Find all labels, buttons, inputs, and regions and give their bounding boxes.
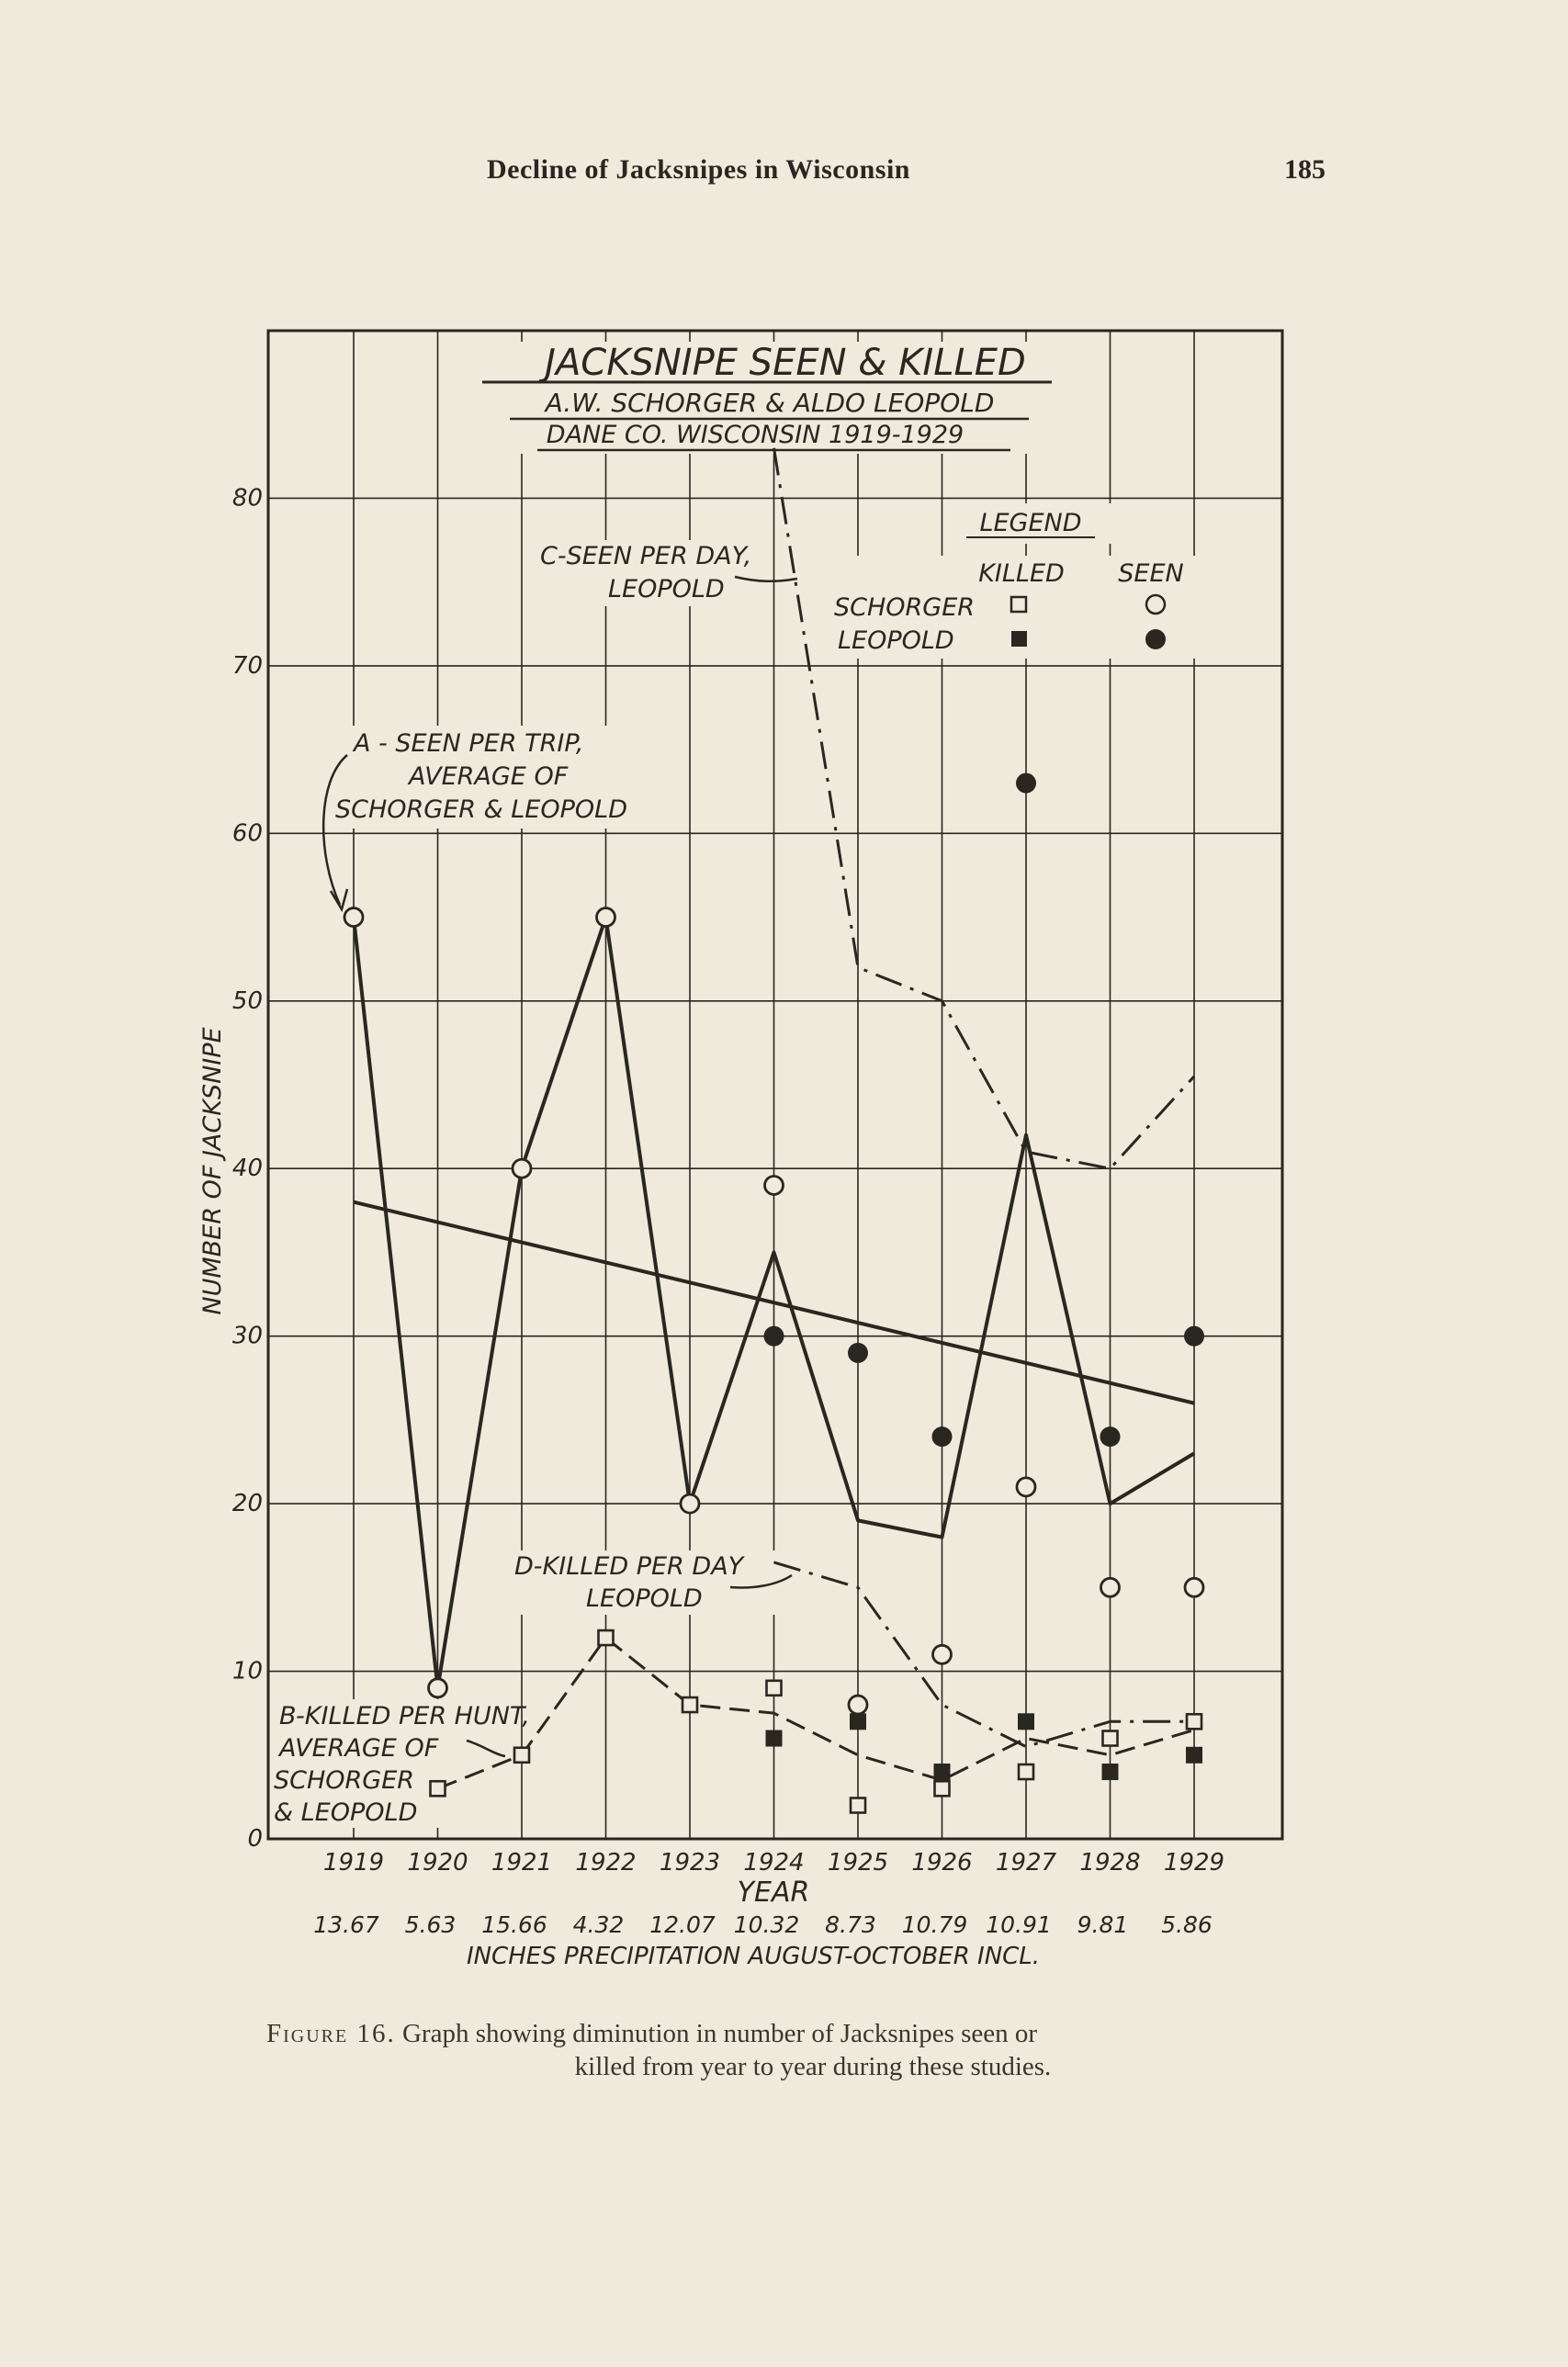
legend-schorger-seen-marker: [1146, 595, 1165, 614]
caption-line2: killed from year to year during these studies.: [574, 2052, 1052, 2081]
precipitation-value: 10.91: [986, 1911, 1052, 1938]
legend-col-killed: KILLED: [978, 559, 1065, 588]
schorger-seen-point: [933, 1645, 952, 1663]
schorger-killed-point: [431, 1781, 446, 1796]
caption-label: Figure 16.: [266, 2019, 396, 2048]
series-d-line: [774, 1562, 1195, 1747]
schorger-seen-point: [429, 1679, 447, 1697]
schorger-killed-point: [599, 1630, 614, 1645]
y-tick-label: 80: [231, 484, 263, 513]
legend-row-leopold: LEOPOLD: [838, 626, 954, 655]
x-tick-label: 1925: [827, 1849, 889, 1877]
annotation-d-line2: LEOPOLD: [586, 1584, 703, 1613]
schorger-killed-point: [1019, 1764, 1033, 1779]
annotation-b-line3: SCHORGER: [274, 1766, 415, 1795]
schorger-killed-point: [1103, 1731, 1118, 1746]
leopold-killed-point: [1018, 1713, 1034, 1730]
leopold-killed-point: [934, 1764, 951, 1780]
chart-subtitle-1: A.W. SCHORGER & ALDO LEOPOLD: [545, 388, 995, 418]
schorger-killed-point: [1187, 1714, 1201, 1729]
leopold-seen-point: [1100, 1426, 1121, 1447]
y-tick-label: 50: [231, 986, 263, 1015]
precipitation-value: 4.32: [572, 1911, 625, 1938]
schorger-killed-point: [935, 1781, 950, 1796]
schorger-seen-point: [1101, 1578, 1120, 1596]
precipitation-value: 13.67: [313, 1911, 379, 1938]
chart-title: JACKSNIPE SEEN & KILLED: [545, 342, 1026, 384]
precipitation-value: 10.32: [733, 1911, 800, 1938]
schorger-seen-point: [765, 1176, 784, 1194]
schorger-seen-point: [849, 1696, 867, 1714]
leopold-seen-point: [1184, 1326, 1204, 1347]
x-tick-label: 1927: [995, 1849, 1057, 1877]
leopold-seen-point: [1016, 773, 1036, 794]
leopold-seen-point: [848, 1343, 868, 1363]
y-tick-label: 40: [231, 1155, 263, 1183]
x-tick-label: 1926: [911, 1849, 973, 1877]
precipitation-value: 5.86: [1161, 1911, 1213, 1938]
legend-col-seen: SEEN: [1118, 559, 1184, 588]
precipitation-value: 5.63: [404, 1911, 457, 1938]
chart-subtitle-2: DANE CO. WISCONSIN 1919-1929: [546, 421, 964, 449]
annotation-a-line2: AVERAGE OF: [409, 762, 569, 791]
annotation-a-arrowhead: [331, 889, 347, 909]
schorger-killed-point: [851, 1798, 865, 1813]
precipitation-value: 8.73: [825, 1911, 876, 1938]
schorger-killed-point: [767, 1681, 782, 1696]
x-tick-label: 1924: [743, 1849, 805, 1877]
annotation-a-line3: SCHORGER & LEOPOLD: [335, 795, 627, 824]
annotation-b-line1: B-KILLED PER HUNT,: [279, 1702, 530, 1730]
x-tick-label: 1922: [575, 1849, 637, 1877]
leopold-killed-point: [850, 1713, 866, 1730]
y-tick-label: 30: [231, 1322, 263, 1350]
precipitation-value: 12.07: [649, 1911, 716, 1938]
leopold-killed-point: [1186, 1747, 1202, 1764]
schorger-seen-point: [1185, 1578, 1203, 1596]
legend-leopold-seen-marker: [1145, 629, 1166, 649]
precipitation-value: 9.81: [1077, 1911, 1129, 1938]
x-tick-label: 1919: [322, 1849, 385, 1877]
leopold-killed-point: [1102, 1764, 1119, 1780]
running-title: Decline of Jacksnipes in Wisconsin: [487, 154, 910, 185]
schorger-killed-point: [514, 1748, 529, 1763]
y-tick-label: 70: [231, 651, 263, 680]
x-axis-label: YEAR: [737, 1877, 810, 1909]
y-tick-label: 0: [247, 1825, 263, 1853]
annotation-b-line2: AVERAGE OF: [279, 1734, 439, 1763]
schorger-killed-point: [682, 1697, 697, 1712]
chart-grid: [268, 331, 1282, 1839]
schorger-seen-point: [597, 908, 615, 927]
precipitation-label: INCHES PRECIPITATION AUGUST-OCTOBER INCL.: [466, 1943, 1041, 1970]
figure-caption: [266, 2017, 1323, 2083]
annotation-c-line2: LEOPOLD: [608, 575, 725, 603]
annotation-c-line1: C-SEEN PER DAY,: [540, 542, 752, 570]
schorger-seen-point: [681, 1494, 699, 1513]
precipitation-value: 10.79: [901, 1911, 968, 1938]
leopold-killed-point: [766, 1730, 783, 1747]
leopold-seen-point: [932, 1426, 953, 1447]
y-tick-label: 10: [231, 1657, 263, 1685]
leopold-seen-point: [764, 1326, 784, 1347]
legend-row-schorger: SCHORGER: [834, 593, 976, 622]
precipitation-value: 15.66: [481, 1911, 547, 1938]
x-tick-label: 1923: [659, 1849, 721, 1877]
annotation-d-line1: D-KILLED PER DAY: [514, 1552, 744, 1581]
caption-line1: Graph showing diminution in number of Jacksnipes seen or: [401, 2019, 1038, 2048]
legend-leopold-killed-marker: [1011, 631, 1027, 647]
legend-title: LEGEND: [979, 509, 1082, 537]
y-axis-label: NUMBER OF JACKSNIPE: [198, 1027, 227, 1315]
x-tick-label: 1920: [407, 1849, 468, 1877]
page-number: 185: [1284, 154, 1325, 185]
schorger-seen-point: [344, 908, 363, 927]
x-tick-label: 1921: [491, 1849, 553, 1877]
annotation-a-line1: A - SEEN PER TRIP,: [354, 729, 584, 758]
schorger-seen-point: [1017, 1478, 1035, 1496]
x-tick-label: 1929: [1163, 1849, 1225, 1877]
legend-schorger-killed-marker: [1011, 597, 1026, 612]
annotation-b-line4: & LEOPOLD: [274, 1798, 418, 1827]
schorger-seen-point: [513, 1159, 531, 1178]
y-tick-label: 60: [231, 819, 263, 848]
series-b-line: [438, 1638, 1195, 1788]
x-tick-label: 1928: [1079, 1849, 1141, 1877]
y-tick-label: 20: [231, 1490, 263, 1518]
